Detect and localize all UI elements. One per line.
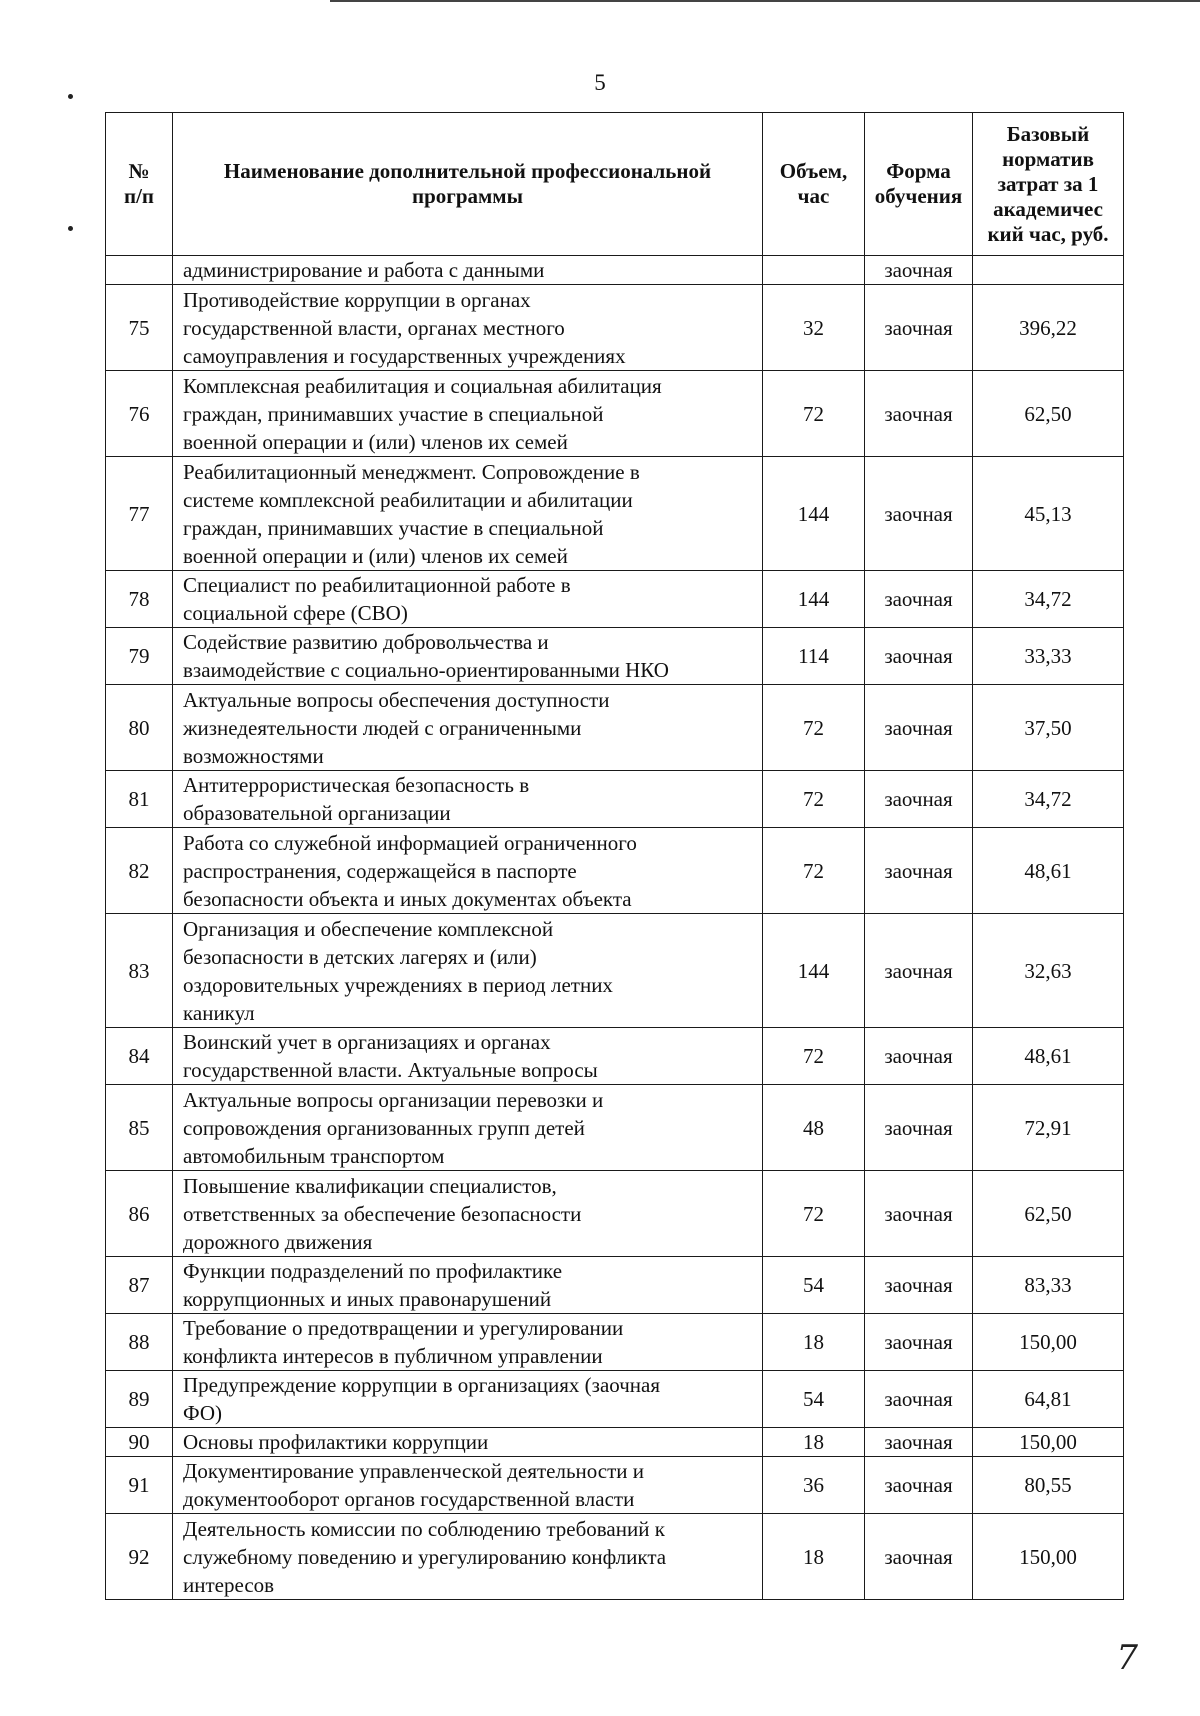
cost-norm-cell: 37,50 [973,685,1124,771]
hours-cell: 18 [763,1314,865,1371]
cost-norm-cell: 150,00 [973,1514,1124,1600]
program-name-line: распространения, содержащейся в паспорте [183,858,577,883]
table-row-continuation [106,256,1124,285]
program-name-line: Функции подразделений по профилактике [183,1259,563,1283]
hours-cell: 72 [763,685,865,771]
program-name-cell [173,628,763,685]
program-name-line: Работа со служебной информацией ограниченного [183,830,637,855]
program-name-line: государственной власти. Актуальные вопросы [183,1058,598,1082]
program-name-line: администрирование и работа с данными [183,258,545,282]
hours-cell: 72 [763,828,865,914]
study-form-cell: заочная [865,1514,973,1600]
hours-cell: 54 [763,1371,865,1428]
row-number-cell: 81 [106,771,173,828]
program-name-line: Актуальные вопросы обеспечения доступности [183,687,610,712]
program-name-cell [173,1514,763,1600]
table-row [106,1371,1124,1428]
cost-norm-cell: 48,61 [973,1028,1124,1085]
program-name-line: автомобильным транспортом [183,1143,445,1168]
program-name-line: Основы профилактики коррупции [183,1430,489,1454]
row-number-cell: 75 [106,285,173,371]
program-name-cell [173,457,763,571]
study-form-cell: заочная [865,685,973,771]
program-name-line: Воинский учет в организациях и органах [183,1030,551,1054]
program-name-line: самоуправления и государственных учреждениях [183,343,626,368]
program-name-line: Актуальные вопросы организации перевозки и [183,1087,604,1112]
cost-norm-cell: 45,13 [973,457,1124,571]
hours-cell: 36 [763,1457,865,1514]
hours-cell: 72 [763,371,865,457]
cost-norm-cell: 62,50 [973,371,1124,457]
program-name-line: безопасности объекта и иных документах объекта [183,886,632,911]
program-name-line: образовательной организации [183,801,451,825]
scan-top-edge-line [330,0,1200,2]
program-name-line: Деятельность комиссии по соблюдению требований к [183,1516,665,1541]
program-name-cell [173,1171,763,1257]
header-num: № п/п [106,113,173,256]
table-row [106,1514,1124,1600]
row-number-cell: 79 [106,628,173,685]
hours-cell: 144 [763,571,865,628]
programs-table-container [105,112,1123,1600]
row-number-cell: 84 [106,1028,173,1085]
row-number-cell: 76 [106,371,173,457]
hours-cell: 54 [763,1257,865,1314]
table-row [106,771,1124,828]
cost-norm-cell: 62,50 [973,1171,1124,1257]
row-number-cell: 77 [106,457,173,571]
program-name-cell [173,1428,763,1457]
hours-cell: 72 [763,1028,865,1085]
table-row [106,1171,1124,1257]
row-number-cell: 85 [106,1085,173,1171]
table-row [106,685,1124,771]
study-form-cell: заочная [865,285,973,371]
program-name-line: ФО) [183,1401,223,1425]
cost-norm-cell: 150,00 [973,1428,1124,1457]
hours-cell: 18 [763,1428,865,1457]
program-name-cell [173,256,763,285]
cost-norm-cell: 32,63 [973,914,1124,1028]
table-row [106,1028,1124,1085]
cost-norm-cell: 48,61 [973,828,1124,914]
program-name-line: военной операции и (или) членов их семей [183,543,568,568]
study-form-cell: заочная [865,1085,973,1171]
row-number-cell: 87 [106,1257,173,1314]
program-name-line: Требование о предотвращении и урегулировании [183,1316,624,1340]
program-name-line: безопасности в детских лагерях и (или) [183,944,537,969]
table-row [106,285,1124,371]
study-form-cell: заочная [865,1171,973,1257]
hours-cell: 72 [763,771,865,828]
program-name-line: интересов [183,1572,275,1597]
cost-norm-cell: 83,33 [973,1257,1124,1314]
table-row [106,1314,1124,1371]
cost-norm-cell: 33,33 [973,628,1124,685]
study-form-cell: заочная [865,771,973,828]
header-study-form: Форма обучения [865,113,973,256]
program-name-cell [173,914,763,1028]
row-number-cell: 91 [106,1457,173,1514]
study-form-cell: заочная [865,1428,973,1457]
row-number-cell: 89 [106,1371,173,1428]
program-name-line: Содействие развитию добровольчества и [183,630,549,654]
row-number-cell: 90 [106,1428,173,1457]
table-row [106,571,1124,628]
study-form-cell: заочная [865,1457,973,1514]
program-name-line: Комплексная реабилитация и социальная абилитация [183,373,662,398]
scan-speck [68,226,73,231]
row-number-cell: 82 [106,828,173,914]
table-row [106,1257,1124,1314]
program-name-cell [173,1371,763,1428]
study-form-cell: заочная [865,1028,973,1085]
cost-norm-cell: 396,22 [973,285,1124,371]
programs-table [105,112,1124,1600]
program-name-line: взаимодействие с социально-ориентированными НКО [183,658,669,682]
cost-norm-cell: 80,55 [973,1457,1124,1514]
row-number-cell: 88 [106,1314,173,1371]
study-form-cell: заочная [865,1257,973,1314]
study-form-cell: заочная [865,571,973,628]
program-name-cell [173,771,763,828]
program-name-line: дорожного движения [183,1229,373,1254]
study-form-cell: заочная [865,1371,973,1428]
cost-norm-cell: 34,72 [973,571,1124,628]
cost-norm-cell: 72,91 [973,1085,1124,1171]
program-name-cell [173,285,763,371]
program-name-line: документооборот органов государственной власти [183,1487,635,1511]
hours-cell: 48 [763,1085,865,1171]
study-form-cell: заочная [865,1314,973,1371]
row-number-cell: 92 [106,1514,173,1600]
hours-cell: 144 [763,457,865,571]
header-hours: Объем, час [763,113,865,256]
program-name-line: служебному поведению и урегулированию конфликта [183,1544,667,1569]
program-name-line: граждан, принимавших участие в специальной [183,401,604,426]
program-name-line: системе комплексной реабилитации и абилитации [183,487,633,512]
program-name-line: жизнедеятельности людей с ограниченными [183,715,582,740]
program-name-line: Реабилитационный менеджмент. Сопровождение в [183,459,640,484]
header-cost-norm: Базовый норматив затрат за 1 академичес кий час, руб. [973,113,1124,256]
header-program-name: Наименование дополнительной профессиональной программы [173,113,763,256]
study-form-cell: заочная [865,628,973,685]
study-form-cell: заочная [865,914,973,1028]
program-name-line: граждан, принимавших участие в специальной [183,515,604,540]
study-form-cell: заочная [865,828,973,914]
program-name-cell [173,1085,763,1171]
cost-norm-cell: 150,00 [973,1314,1124,1371]
hours-cell: 18 [763,1514,865,1600]
table-row [106,371,1124,457]
table-header-row [106,113,1124,256]
program-name-line: социальной сфере (СВО) [183,601,408,625]
program-name-cell [173,371,763,457]
program-name-cell [173,685,763,771]
cost-norm-cell: 34,72 [973,771,1124,828]
cost-norm-cell: 64,81 [973,1371,1124,1428]
program-name-line: ответственных за обеспечение безопасности [183,1201,582,1226]
row-number-cell: 83 [106,914,173,1028]
program-name-line: коррупционных и иных правонарушений [183,1287,552,1311]
study-form-cell: заочная [865,256,973,285]
program-name-line: Документирование управленческой деятельности и [183,1459,645,1483]
row-number-cell: 80 [106,685,173,771]
table-row [106,1457,1124,1514]
program-name-line: оздоровительных учреждениях в период летних [183,972,613,997]
table-row [106,1085,1124,1171]
row-number-cell: 78 [106,571,173,628]
cost-norm-cell [973,256,1124,285]
handwritten-page-mark: 7 [1116,1638,1138,1678]
program-name-line: возможностями [183,743,324,768]
program-name-line: Антитеррористическая безопасность в [183,773,530,797]
program-name-line: военной операции и (или) членов их семей [183,429,568,454]
program-name-cell [173,1028,763,1085]
program-name-line: Организация и обеспечение комплексной [183,916,554,941]
hours-cell: 114 [763,628,865,685]
study-form-cell: заочная [865,371,973,457]
page-number: 5 [594,70,606,95]
table-row [106,628,1124,685]
program-name-line: каникул [183,1000,255,1025]
row-number-cell: 86 [106,1171,173,1257]
hours-cell: 32 [763,285,865,371]
program-name-cell [173,828,763,914]
table-row [106,914,1124,1028]
program-name-line: конфликта интересов в публичном управлении [183,1344,603,1368]
program-name-line: государственной власти, органах местного [183,315,565,340]
table-body [106,256,1124,1600]
table-row [106,828,1124,914]
program-name-line: Предупреждение коррупции в организациях (заочная [183,1373,661,1397]
study-form-cell: заочная [865,457,973,571]
program-name-line: сопровождения организованных групп детей [183,1115,585,1140]
program-name-cell [173,1314,763,1371]
hours-cell: 144 [763,914,865,1028]
hours-cell [763,256,865,285]
row-number-cell [106,256,173,285]
program-name-line: Противодействие коррупции в органах [183,287,531,312]
program-name-cell [173,571,763,628]
program-name-cell [173,1457,763,1514]
program-name-line: Специалист по реабилитационной работе в [183,573,571,597]
table-row [106,1428,1124,1457]
hours-cell: 72 [763,1171,865,1257]
table-row [106,457,1124,571]
program-name-line: Повышение квалификации специалистов, [183,1173,557,1198]
program-name-cell [173,1257,763,1314]
